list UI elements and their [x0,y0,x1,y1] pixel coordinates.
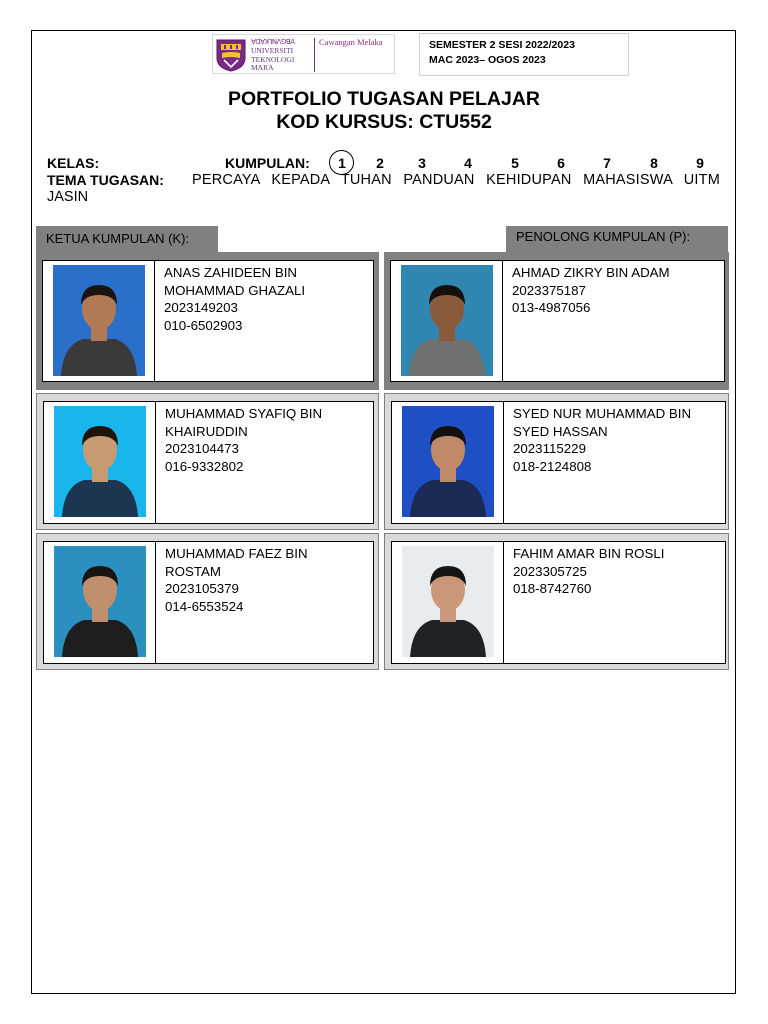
member-photo [402,546,494,657]
member-phone: 014-6553524 [165,599,244,615]
member-name-line: FAHIM AMAR BIN ROSLI [513,546,665,561]
member-info [513,405,723,476]
university-name: UNIVERSITI TEKNOLOGI MARA [251,46,295,73]
group-option[interactable]: 5 [511,155,519,171]
member-phone: 010-6502903 [164,318,243,334]
member-name-line: ANAS ZAHIDEEN BIN [164,265,297,280]
uitm-logo [212,34,395,74]
member-phone: 018-2124808 [513,459,592,475]
member-info [513,545,723,598]
member-card [36,533,379,670]
ketua-kumpulan-label: KETUA KUMPULAN (K): [36,226,218,252]
member-info [165,405,375,476]
member-student-id: 2023104473 [165,441,239,457]
member-photo [54,406,146,517]
member-info [164,264,374,335]
member-name-line: MOHAMMAD GHAZALI [164,282,306,298]
photo-frame [392,542,504,663]
member-photo [54,546,146,657]
kumpulan-label: KUMPULAN: [225,155,310,171]
tema-value: PERCAYA KEPADA TUHAN PANDUAN KEHIDUPAN MAHASISWA UITM [192,172,720,188]
member-name-line: SYED NUR MUHAMMAD BIN [513,406,692,421]
member-phone: 013-4987056 [512,300,591,316]
member-name-line: MUHAMMAD FAEZ BIN [165,546,308,561]
member-name-line: KHAIRUDDIN [165,423,248,439]
group-option[interactable]: 6 [557,155,565,171]
photo-frame [43,261,155,381]
semester-dates: MAC 2023– OGOS 2023 [429,54,546,66]
semester-box [419,33,629,76]
group-option[interactable]: 1 [338,155,346,171]
campus-name: Cawangan Melaka [319,37,383,47]
course-code-title: KOD KURSUS: CTU552 [276,111,492,133]
member-card [384,533,729,670]
member-name-line: AHMAD ZIKRY BIN ADAM [512,265,670,280]
member-card-inner [42,260,374,382]
member-card [36,393,379,530]
member-card-inner [391,541,726,664]
member-name-line: ROSTAM [165,563,221,579]
member-photo [53,265,145,376]
semester-line: SEMESTER 2 SESI 2022/2023 [429,39,575,51]
member-photo [402,406,494,517]
member-name-line: SYED HASSAN [513,423,608,439]
group-option[interactable]: 7 [603,155,611,171]
tema-value-continued: JASIN [47,189,89,205]
page-title: PORTFOLIO TUGASAN PELAJAR [227,88,540,110]
member-card-inner [43,541,374,664]
member-info [512,264,722,317]
group-option[interactable]: 9 [696,155,704,171]
logo-divider [314,38,315,72]
photo-frame [392,402,504,523]
member-card [384,393,729,530]
photo-frame [391,261,503,381]
photo-frame [44,402,156,523]
kelas-label: KELAS: [47,155,100,171]
logo-jawi-text: ꓯꓷꓯꓘꓶꓠꓥꓨꓭꓮ [251,38,295,46]
member-card-inner [391,401,726,524]
penolong-kumpulan-label: PENOLONG KUMPULAN (P): [506,226,728,252]
group-option[interactable]: 8 [650,155,658,171]
tema-label: TEMA TUGASAN: [47,172,164,188]
member-student-id: 2023305725 [513,563,587,579]
group-option[interactable]: 4 [464,155,472,171]
member-card-ketua [36,252,379,390]
group-option[interactable]: 2 [376,155,384,171]
member-phone: 016-9332802 [165,459,244,475]
member-card-inner [43,401,374,524]
member-student-id: 2023105379 [165,581,239,597]
photo-frame [44,542,156,663]
member-student-id: 2023115229 [513,441,586,457]
member-photo [401,265,493,376]
member-info [165,545,375,616]
member-name-line: MUHAMMAD SYAFIQ BIN [165,406,323,421]
uitm-crest-icon [215,38,247,72]
member-phone: 018-8742760 [513,581,592,597]
member-card-penolong [384,252,729,390]
member-card-inner [390,260,725,382]
member-student-id: 2023149203 [164,300,238,316]
group-option[interactable]: 3 [418,155,426,171]
member-student-id: 2023375187 [512,282,586,298]
